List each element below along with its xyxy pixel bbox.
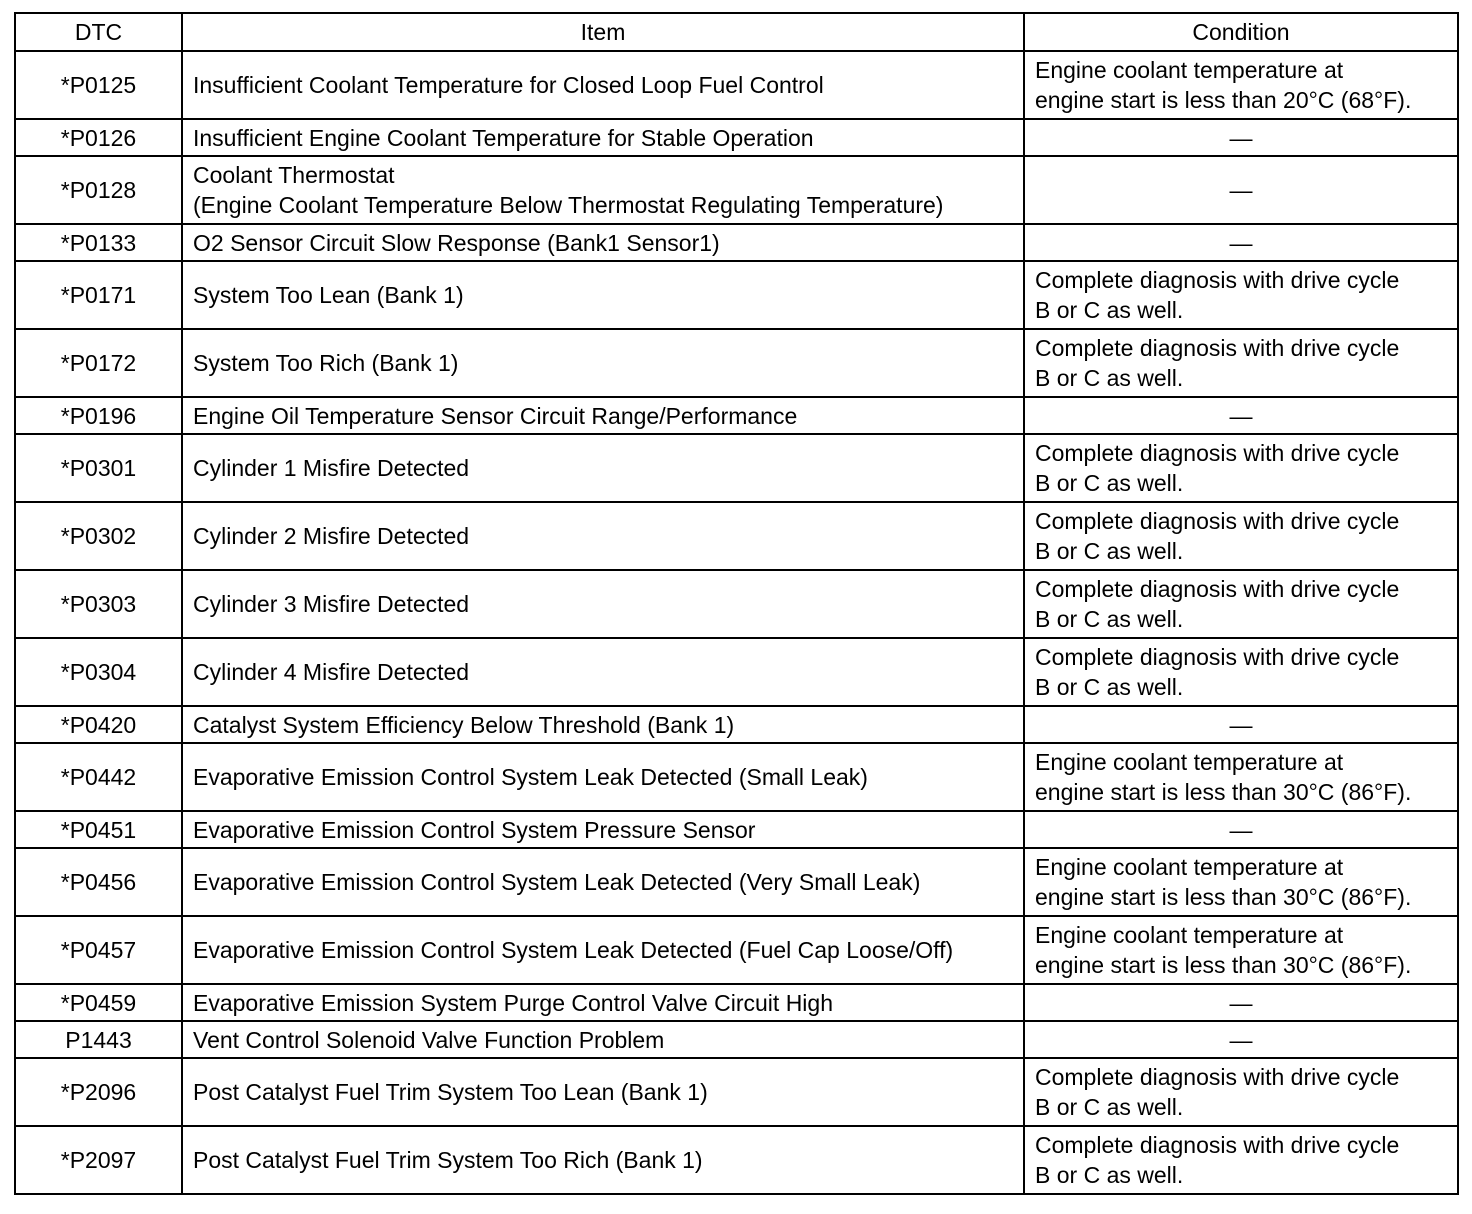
dtc-cell: *P0304 xyxy=(15,638,182,706)
table-row xyxy=(15,502,1458,570)
dtc-cell: *P0125 xyxy=(15,51,182,119)
condition-cell: Engine coolant temperature at engine start is less than 30°C (86°F). xyxy=(1024,743,1458,811)
dtc-cell: *P0196 xyxy=(15,397,182,434)
item-cell: Evaporative Emission Control System Leak Detected (Small Leak) xyxy=(182,743,1024,811)
dtc-cell: *P0420 xyxy=(15,706,182,743)
dtc-cell: *P2097 xyxy=(15,1126,182,1194)
condition-cell: — xyxy=(1024,1021,1458,1058)
dtc-cell: *P0172 xyxy=(15,329,182,397)
item-cell: O2 Sensor Circuit Slow Response (Bank1 Sensor1) xyxy=(182,224,1024,261)
dtc-cell: *P0302 xyxy=(15,502,182,570)
item-cell: Evaporative Emission System Purge Control Valve Circuit High xyxy=(182,984,1024,1021)
condition-cell: — xyxy=(1024,156,1458,224)
condition-cell: Complete diagnosis with drive cycle B or C as well. xyxy=(1024,329,1458,397)
table-row xyxy=(15,1021,1458,1058)
condition-cell: — xyxy=(1024,119,1458,156)
item-cell: Vent Control Solenoid Valve Function Problem xyxy=(182,1021,1024,1058)
item-cell: Evaporative Emission Control System Leak Detected (Fuel Cap Loose/Off) xyxy=(182,916,1024,984)
condition-cell: Complete diagnosis with drive cycle B or C as well. xyxy=(1024,638,1458,706)
condition-cell: — xyxy=(1024,224,1458,261)
header-row xyxy=(15,13,1458,51)
dtc-cell: *P0126 xyxy=(15,119,182,156)
condition-cell: — xyxy=(1024,706,1458,743)
table-row xyxy=(15,638,1458,706)
table-row xyxy=(15,706,1458,743)
dtc-table xyxy=(14,12,1459,1195)
condition-cell: Complete diagnosis with drive cycle B or C as well. xyxy=(1024,570,1458,638)
table-row xyxy=(15,434,1458,502)
item-cell: Insufficient Coolant Temperature for Closed Loop Fuel Control xyxy=(182,51,1024,119)
item-cell: Coolant Thermostat (Engine Coolant Temperature Below Thermostat Regulating Temperature) xyxy=(182,156,1024,224)
header-item: Item xyxy=(182,13,1024,51)
item-cell: Cylinder 2 Misfire Detected xyxy=(182,502,1024,570)
table-row xyxy=(15,224,1458,261)
dtc-cell: P1443 xyxy=(15,1021,182,1058)
item-cell: Post Catalyst Fuel Trim System Too Lean (Bank 1) xyxy=(182,1058,1024,1126)
dtc-cell: *P0442 xyxy=(15,743,182,811)
condition-cell: Engine coolant temperature at engine start is less than 30°C (86°F). xyxy=(1024,916,1458,984)
table-row xyxy=(15,811,1458,848)
dtc-cell: *P0133 xyxy=(15,224,182,261)
condition-cell: Complete diagnosis with drive cycle B or C as well. xyxy=(1024,1058,1458,1126)
item-cell: System Too Lean (Bank 1) xyxy=(182,261,1024,329)
condition-cell: Complete diagnosis with drive cycle B or C as well. xyxy=(1024,1126,1458,1194)
table-row xyxy=(15,984,1458,1021)
dtc-cell: *P0451 xyxy=(15,811,182,848)
dtc-cell: *P2096 xyxy=(15,1058,182,1126)
header-dtc: DTC xyxy=(15,13,182,51)
table-row xyxy=(15,916,1458,984)
dtc-cell: *P0456 xyxy=(15,848,182,916)
table-header xyxy=(15,13,1458,51)
dtc-cell: *P0303 xyxy=(15,570,182,638)
item-cell: System Too Rich (Bank 1) xyxy=(182,329,1024,397)
table-row xyxy=(15,119,1458,156)
condition-cell: Complete diagnosis with drive cycle B or C as well. xyxy=(1024,261,1458,329)
item-cell: Evaporative Emission Control System Pressure Sensor xyxy=(182,811,1024,848)
table-row xyxy=(15,329,1458,397)
item-cell: Cylinder 3 Misfire Detected xyxy=(182,570,1024,638)
table-row xyxy=(15,743,1458,811)
dtc-cell: *P0171 xyxy=(15,261,182,329)
table-row xyxy=(15,261,1458,329)
table-row xyxy=(15,848,1458,916)
dtc-cell: *P0457 xyxy=(15,916,182,984)
dtc-cell: *P0128 xyxy=(15,156,182,224)
condition-cell: Complete diagnosis with drive cycle B or C as well. xyxy=(1024,434,1458,502)
table-body xyxy=(15,51,1458,1194)
table-row xyxy=(15,156,1458,224)
item-cell: Engine Oil Temperature Sensor Circuit Range/Performance xyxy=(182,397,1024,434)
condition-cell: — xyxy=(1024,811,1458,848)
dtc-cell: *P0301 xyxy=(15,434,182,502)
condition-cell: Complete diagnosis with drive cycle B or C as well. xyxy=(1024,502,1458,570)
table-row xyxy=(15,1058,1458,1126)
table-row xyxy=(15,51,1458,119)
item-cell: Insufficient Engine Coolant Temperature for Stable Operation xyxy=(182,119,1024,156)
table-row xyxy=(15,570,1458,638)
header-condition: Condition xyxy=(1024,13,1458,51)
condition-cell: Engine coolant temperature at engine start is less than 20°C (68°F). xyxy=(1024,51,1458,119)
item-cell: Cylinder 1 Misfire Detected xyxy=(182,434,1024,502)
condition-cell: Engine coolant temperature at engine start is less than 30°C (86°F). xyxy=(1024,848,1458,916)
table-row xyxy=(15,1126,1458,1194)
item-cell: Post Catalyst Fuel Trim System Too Rich (Bank 1) xyxy=(182,1126,1024,1194)
condition-cell: — xyxy=(1024,397,1458,434)
dtc-cell: *P0459 xyxy=(15,984,182,1021)
item-cell: Cylinder 4 Misfire Detected xyxy=(182,638,1024,706)
item-cell: Evaporative Emission Control System Leak Detected (Very Small Leak) xyxy=(182,848,1024,916)
condition-cell: — xyxy=(1024,984,1458,1021)
item-cell: Catalyst System Efficiency Below Threshold (Bank 1) xyxy=(182,706,1024,743)
table-row xyxy=(15,397,1458,434)
